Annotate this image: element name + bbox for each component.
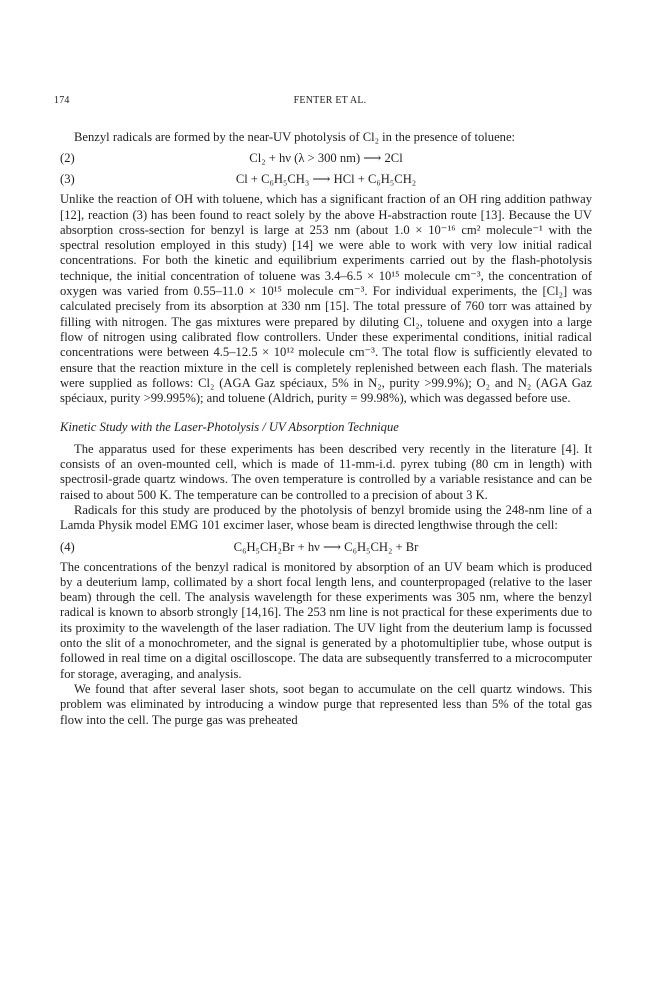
paragraph-experimental-conditions: Unlike the reaction of OH with toluene, which has a significant fraction of an OH ring addition pathway [12], reaction (3) has been found to react solely by the above H-abstraction route [13]. Because the UV absorption cross-section for benzyl is large at 253 nm (about 1.0 × 10⁻¹⁶ cm² molecule⁻¹ with the spectral resolution employed in this study) [14] we were able to work with very low initial radical concentrations. For both the kinetic and equilibrium experiments carried out by the flash-photolysis technique, the initial concentration of toluene was 3.4–6.5 × 10¹⁵ molecule cm⁻³, the concentration of oxygen was varied from 0.55–11.0 × 10¹⁵ molecule cm⁻³. For individual experiments, the [Cl₂] was calculated precisely from its absorption at 330 nm [15]. The total pressure of 760 torr was attained by filling with nitrogen. The gas mixtures were prepared by diluting Cl₂, toluene and oxygen into a large flow of nitrogen using calibrated flow controllers. Under these experimental conditions, initial radical concentrations were between 4.5–12.5 × 10¹² molecule cm⁻³. The total flow is sufficiently elevated to ensure that the reaction mixture in the cell is completely replenished between each flash. The materials were supplied as follows: Cl₂ (AGA Gaz spéciaux, 5% in N₂, purity >99.9%); O₂ and N₂ (AGA Gaz spéciaux, purity >99.995%); and toluene (Aldrich, purity = 99.98%), which was degassed before use. <box>60 192 592 406</box>
equation-number: (2) <box>60 151 75 166</box>
equation-4 <box>60 539 592 555</box>
running-title: FENTER ET AL. <box>293 95 367 106</box>
paragraph-intro: Benzyl radicals are formed by the near-UV photolysis of Cl₂ in the presence of toluene: <box>74 130 516 144</box>
equation-body: Cl + C₆H₅CH₃ ⟶ HCl + C₆H₅CH₂ <box>235 172 417 187</box>
page-number: 174 <box>54 95 70 106</box>
equation-3 <box>60 171 592 187</box>
equation-number: (3) <box>60 172 75 187</box>
section-heading: Kinetic Study with the Laser-Photolysis / UV Absorption Technique <box>60 420 399 435</box>
paragraph-window-purge: We found that after several laser shots, soot began to accumulate on the cell quartz windows. This problem was eliminated by introducing a window purge that represented less than 5% of the total gas flow into the cell. The purge gas was preheated <box>60 681 592 727</box>
paragraph-apparatus: The apparatus used for these experiments has been described very recently in the literature [4]. It consists of an oven-mounted cell, which is made of 11-mm-i.d. pyrex tubing (80 cm in length) with spectrosil-grade quartz windows. The oven temperature is controlled by a variable resistance and can be raised to about 500 K. The temperature can be controlled to a precision of about 3 K. <box>60 441 592 502</box>
equation-2 <box>60 150 592 166</box>
paragraph-detection: The concentrations of the benzyl radical is monitored by absorption of an UV beam which is produced by a deuterium lamp, collimated by a short focal length lens, and counterpropaged (relative to the laser beam) through the cell. The analysis wavelength for these experiments was 305 nm, where the benzyl radical is known to absorb strongly [14,16]. The 253 nm line is not practical for these experiments due to its proximity to the wavelength of the laser radiation. The UV light from the deuterium lamp is focussed onto the slit of a monochrometer, and the signal is generated by a photomultiplier tube, whose output is followed in real time on a digital oscilloscope. The data are subsequently transferred to a microcomputer for storage, averaging, and analysis. <box>60 559 592 681</box>
equation-body: C₆H₅CH₂Br + hν ⟶ C₆H₅CH₂ + Br <box>233 539 419 554</box>
paragraph-radicals: Radicals for this study are produced by the photolysis of benzyl bromide using the 248-nm line of a Lamda Physik model EMG 101 excimer laser, whose beam is directed lengthwise through the cell: <box>60 502 592 533</box>
body-text <box>60 130 592 728</box>
equation-number: (4) <box>60 539 75 554</box>
equation-body: Cl₂ + hν (λ > 300 nm) ⟶ 2Cl <box>249 151 403 166</box>
